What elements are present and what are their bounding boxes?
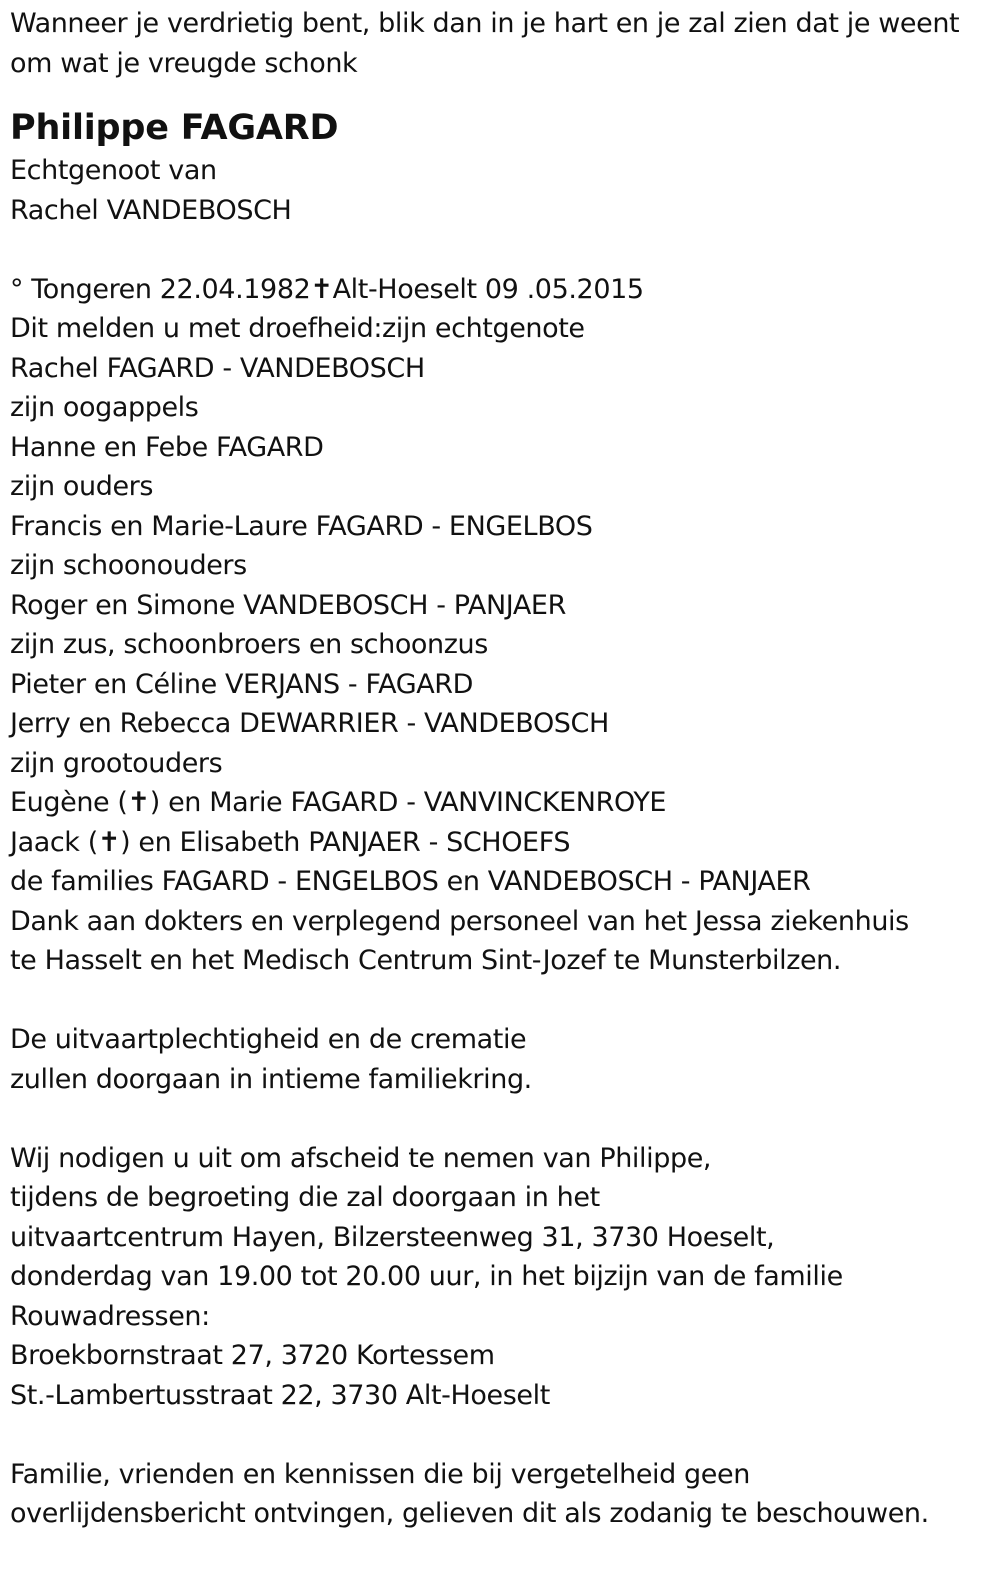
body-line: Dit melden u met droefheid:zijn echtgenote: [10, 313, 585, 344]
body-line: Pieter en Céline VERJANS - FAGARD: [10, 668, 474, 700]
funeral-line: zullen doorgaan in intieme familiekring.: [10, 1063, 532, 1095]
visitation-line: uitvaartcentrum Hayen, Bilzersteenweg 31, 3730 Hoeselt,: [10, 1221, 775, 1253]
funeral-info: [10, 1020, 1000, 1099]
condolence-addresses-label: Rouwadressen:: [10, 1300, 210, 1332]
body-line: Jerry en Rebecca DEWARRIER - VANDEBOSCH: [10, 708, 609, 739]
notice-body: [10, 270, 1000, 981]
visitation-line: Wij nodigen u uit om afscheid te nemen van Philippe,: [10, 1142, 712, 1174]
body-line: zijn oogappels: [10, 392, 199, 423]
birth-death-dates: ° Tongeren 22.04.1982✝Alt-Hoeselt 09 .05.2015: [10, 273, 644, 305]
spacer: [10, 981, 1000, 1021]
body-line: Eugène (✝) en Marie FAGARD - VANVINCKENROYE: [10, 787, 667, 818]
spacer: [10, 230, 1000, 270]
motto: [10, 4, 1000, 83]
spouse-intro: [10, 151, 1000, 230]
body-line: Roger en Simone VANDEBOSCH - PANJAER: [10, 589, 566, 621]
visitation-info: [10, 1139, 1000, 1416]
visitation-line: donderdag van 19.00 tot 20.00 uur, in het bijzijn van de familie: [10, 1261, 843, 1292]
closing-note: [10, 1455, 1000, 1534]
spouse-intro-line: Rachel VANDEBOSCH: [10, 194, 292, 226]
body-line: zijn schoonouders: [10, 550, 247, 581]
condolence-address: Broekbornstraat 27, 3720 Kortessem: [10, 1340, 495, 1371]
spouse-intro-line: Echtgenoot van: [10, 155, 217, 186]
condolence-address: St.-Lambertusstraat 22, 3730 Alt-Hoeselt: [10, 1379, 550, 1411]
body-line: zijn zus, schoonbroers en schoonzus: [10, 629, 488, 660]
closing-line: overlijdensbericht ontvingen, gelieven dit als zodanig te beschouwen.: [10, 1498, 929, 1529]
body-line: Jaack (✝) en Elisabeth PANJAER - SCHOEFS: [10, 826, 571, 858]
body-line: Rachel FAGARD - VANDEBOSCH: [10, 352, 425, 384]
body-line: Francis en Marie-Laure FAGARD - ENGELBOS: [10, 510, 593, 542]
visitation-line: tijdens de begroeting die zal doorgaan in het: [10, 1182, 600, 1213]
closing-line: Familie, vrienden en kennissen die bij vergetelheid geen: [10, 1458, 750, 1490]
body-line: te Hasselt en het Medisch Centrum Sint-Jozef te Munsterbilzen.: [10, 945, 842, 976]
deceased-name: Philippe FAGARD: [10, 108, 339, 148]
motto-line: Wanneer je verdrietig bent, blik dan in je hart en je zal zien dat je weent: [10, 8, 960, 39]
body-line: de families FAGARD - ENGELBOS en VANDEBOSCH - PANJAER: [10, 866, 811, 897]
body-line: Dank aan dokters en verplegend personeel van het Jessa ziekenhuis: [10, 905, 909, 937]
spacer: [10, 83, 1000, 105]
motto-line: om wat je vreugde schonk: [10, 47, 358, 79]
funeral-line: De uitvaartplechtigheid en de crematie: [10, 1024, 527, 1055]
body-line: zijn grootouders: [10, 747, 223, 779]
body-line: zijn ouders: [10, 471, 154, 502]
spacer: [10, 1415, 1000, 1455]
spacer: [10, 1099, 1000, 1139]
body-line: Hanne en Febe FAGARD: [10, 431, 324, 463]
